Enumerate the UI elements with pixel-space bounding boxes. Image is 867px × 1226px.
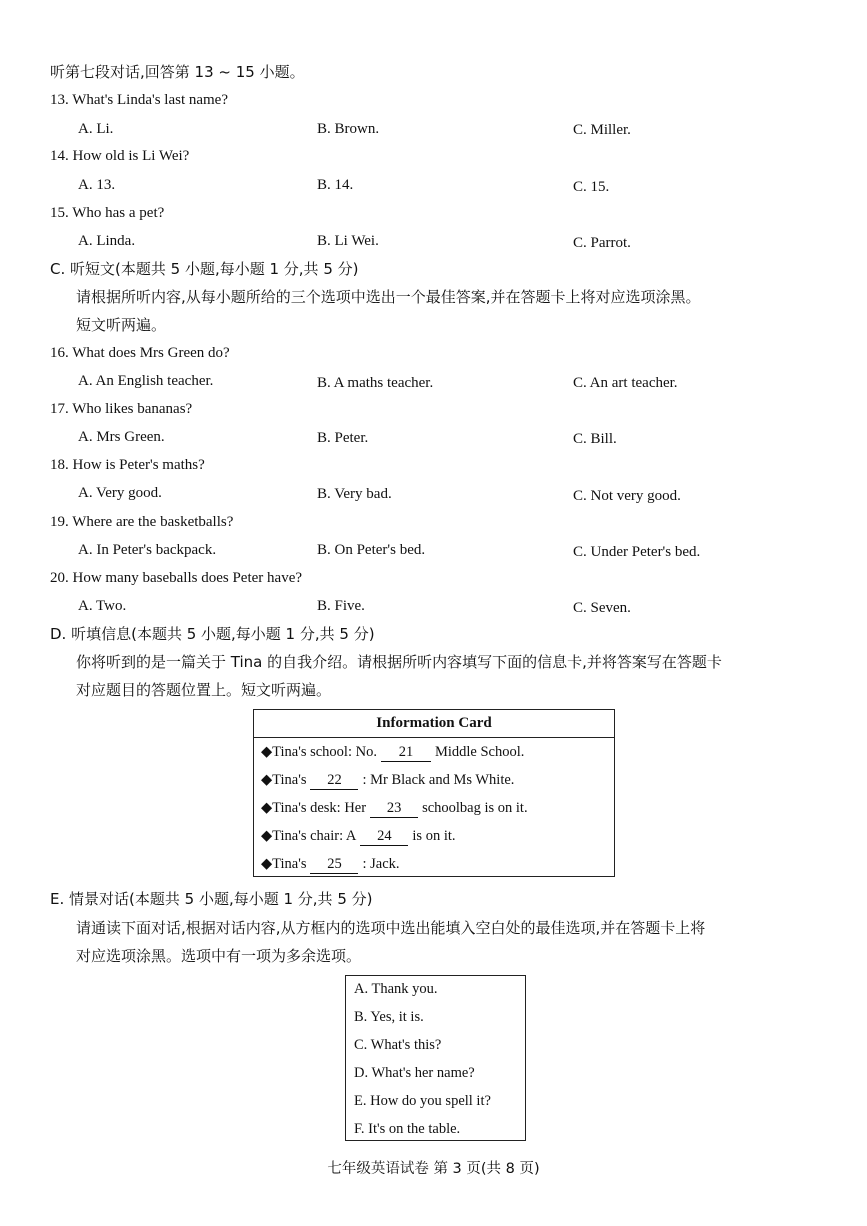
question-19: 19. Where are the basketballs? [50,514,234,530]
answer-blank-21: 21 [381,744,431,762]
question-16: 16. What does Mrs Green do? [50,345,230,361]
option-17-b: B. Peter. [317,430,369,446]
option-14-b: B. 14. [317,177,354,193]
card-row-teachers-label: ◆Tina's [261,772,307,788]
section-c-instructions-1: 请根据所听内容,从每小题所给的三个选项中选出一个最佳答案,并在答题卡上将对应选项涂黑。 [76,288,701,306]
card-row-teachers-text: : Mr Black and Ms White. [362,772,515,788]
question-18: 18. How is Peter's maths? [50,457,205,473]
answer-blank-22: 22 [310,772,358,790]
option-13-b: B. Brown. [317,121,380,137]
option-15-c: C. Parrot. [573,235,631,251]
option-18-a: A. Very good. [78,485,162,501]
option-16-b: B. A maths teacher. [317,375,434,391]
option-15-a: A. Linda. [78,233,136,249]
option-15-b: B. Li Wei. [317,233,379,249]
section-e-instructions-1: 请通读下面对话,根据对话内容,从方框内的选项中选出能填入空白处的最佳选项,并在答题卡上将 [76,919,706,937]
option-16-c: C. An art teacher. [573,375,678,391]
option-13-a: A. Li. [78,121,114,137]
option-18-c: C. Not very good. [573,488,681,504]
card-row-school [261,742,524,762]
dialogue-option-d: D. What's her name? [354,1065,475,1081]
section-c-instructions-2: 短文听两遍。 [76,316,167,334]
question-20: 20. How many baseballs does Peter have? [50,570,303,586]
page-footer: 七年级英语试卷 第 3 页(共 8 页) [327,1161,540,1177]
option-18-b: B. Very bad. [317,486,392,502]
section-d-heading: D. 听填信息(本题共 5 小题,每小题 1 分,共 5 分) [50,625,375,643]
card-row-friend [261,854,400,874]
section-d-instructions-2: 对应题目的答题位置上。短文听两遍。 [76,681,332,699]
question-13: 13. What's Linda's last name? [50,92,229,108]
card-row-school-text: Middle School. [434,744,525,760]
card-row-desk-label: ◆Tina's desk: Her [261,800,367,816]
option-19-c: C. Under Peter's bed. [573,544,701,560]
question-14: 14. How old is Li Wei? [50,148,190,164]
card-row-friend-text: : Jack. [362,856,400,872]
dialogue-option-e: E. How do you spell it? [354,1093,491,1109]
option-20-a: A. Two. [78,598,127,614]
card-row-desk-text: schoolbag is on it. [422,800,528,816]
option-14-c: C. 15. [573,179,610,195]
dialogue-option-a: A. Thank you. [354,981,438,997]
card-row-desk [261,798,528,818]
listening-intro: 听第七段对话,回答第 13 ~ 15 小题。 [50,63,305,81]
dialogue-options-box [345,975,526,1141]
card-row-chair [261,826,456,846]
option-19-a: A. In Peter's backpack. [78,542,217,558]
card-row-teachers [261,770,514,790]
question-17: 17. Who likes bananas? [50,401,193,417]
answer-blank-25: 25 [310,856,358,874]
information-card-title: Information Card [254,710,614,738]
dialogue-option-c: C. What's this? [354,1037,442,1053]
answer-blank-23: 23 [370,800,418,818]
question-15: 15. Who has a pet? [50,205,165,221]
card-row-chair-label: ◆Tina's chair: A [261,828,357,844]
card-row-school-label: ◆Tina's school: No. [261,744,377,760]
answer-blank-24: 24 [360,828,408,846]
option-14-a: A. 13. [78,177,116,193]
option-19-b: B. On Peter's bed. [317,542,426,558]
section-e-instructions-2: 对应选项涂黑。选项中有一项为多余选项。 [76,947,362,965]
card-row-chair-text: is on it. [412,828,456,844]
option-17-a: A. Mrs Green. [78,429,165,445]
option-20-b: B. Five. [317,598,365,614]
section-c-heading: C. 听短文(本题共 5 小题,每小题 1 分,共 5 分) [50,260,359,278]
option-13-c: C. Miller. [573,122,631,138]
option-17-c: C. Bill. [573,431,617,447]
information-card [253,709,615,877]
section-e-heading: E. 情景对话(本题共 5 小题,每小题 1 分,共 5 分) [50,890,373,908]
dialogue-option-b: B. Yes, it is. [354,1009,424,1025]
option-20-c: C. Seven. [573,600,631,616]
card-row-friend-label: ◆Tina's [261,856,307,872]
section-d-instructions-1: 你将听到的是一篇关于 Tina 的自我介绍。请根据所听内容填写下面的信息卡,并将答案写在答题卡 [76,653,722,671]
dialogue-option-f: F. It's on the table. [354,1121,461,1137]
option-16-a: A. An English teacher. [78,373,214,389]
